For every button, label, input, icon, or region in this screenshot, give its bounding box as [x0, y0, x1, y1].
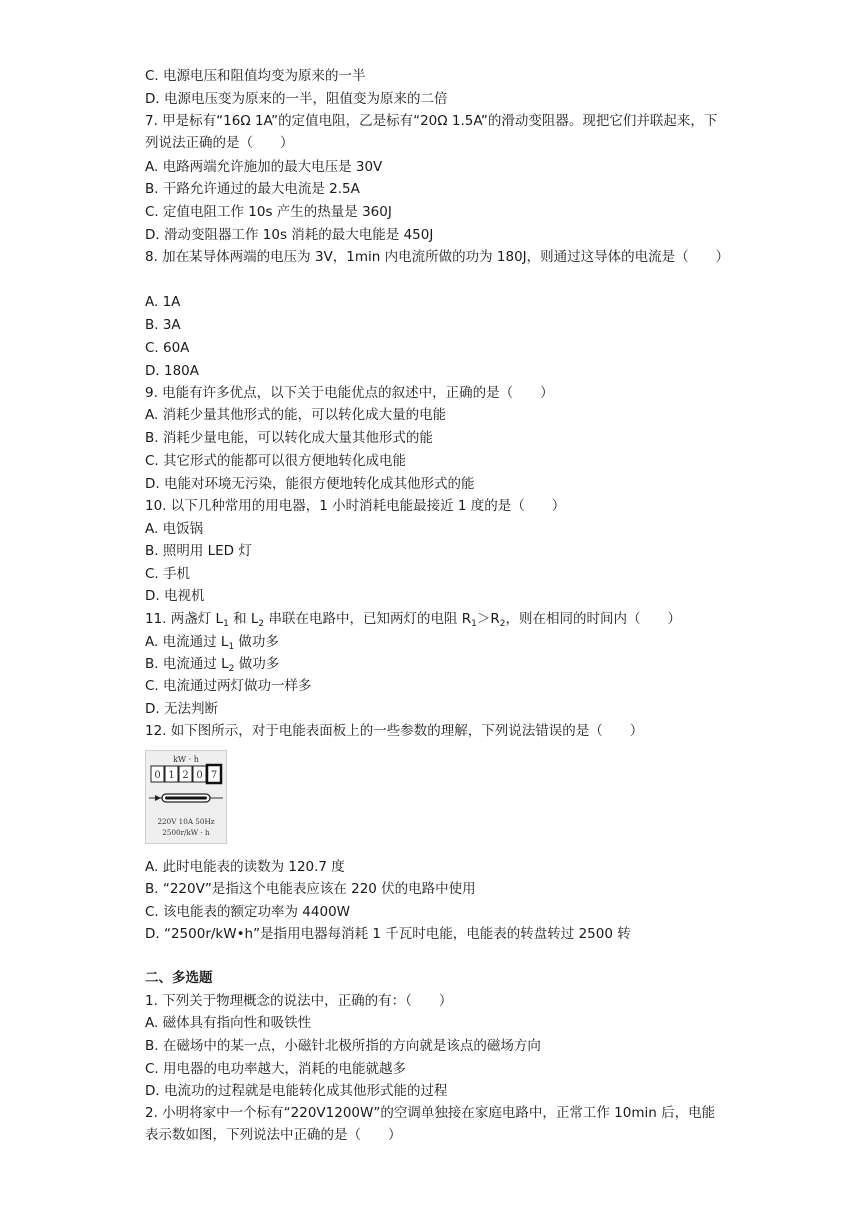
option-d: D. 滑动变阻器工作 10s 消耗的最大电能是 450J	[145, 227, 434, 243]
disc-mark	[165, 797, 207, 800]
option-d: D. 电源电压变为原来的一半，阻值变为原来的二倍	[145, 91, 448, 107]
option-b: B. 干路允许通过的最大电流是 2.5A	[145, 181, 360, 197]
section-heading: 二、多选题	[145, 970, 213, 986]
option-d: D. 电流功的过程就是电能转化成其他形式能的过程	[145, 1083, 448, 1099]
option-d: D. “2500r/kW•h”是指用电器每消耗 1 千瓦时电能，电能表的转盘转过 2500 转	[145, 926, 631, 942]
option-a: A. 1A	[145, 294, 181, 310]
electric-meter-figure	[145, 750, 227, 844]
question-2: 2. 小明将家中一个标有“220V1200W”的空调单独接在家庭电路中，正常工作 10min 后，电能表示数如图，下列说法中正确的是（ ）	[145, 1105, 716, 1143]
option-d: D. 电能对环境无污染，能很方便地转化成其他形式的能	[145, 476, 475, 492]
meter-digit: 2	[182, 770, 189, 781]
meter-unit: kW · h	[173, 755, 199, 764]
option-c: C. 其它形式的能都可以很方便地转化成电能	[145, 453, 407, 469]
option-b: B. 消耗少量电能，可以转化成大量其他形式的能	[145, 430, 433, 446]
meter-specs: 220V 10A 50Hz	[157, 817, 215, 826]
question-10: 10. 以下几种常用的用电器，1 小时消耗电能最接近 1 度的是（ ）	[145, 498, 566, 514]
option-b: B. 3A	[145, 317, 181, 333]
meter-rate: 2500r/kW · h	[162, 828, 210, 837]
option-b: B. 照明用 LED 灯	[145, 543, 252, 559]
option-c: C. 定值电阻工作 10s 产生的热量是 360J	[145, 204, 392, 220]
question-11: 11. 两盏灯 $L_1$ 和 $L_2$ 串联在电路中，已知两灯的电阻 $R_1>R_2$，则在相同的时间内（ ）	[145, 611, 681, 629]
option-c: C. 手机	[145, 566, 191, 582]
option-d: D. 电视机	[145, 588, 205, 604]
option-b: B. “220V”是指这个电能表应该在 220 伏的电路中使用	[145, 881, 476, 897]
meter-digit: 0	[154, 770, 161, 781]
meter-digit: 0	[196, 770, 203, 781]
question-7: 7. 甲是标有“16Ω 1A”的定值电阻，乙是标有“20Ω 1.5A”的滑动变阻器。现把它们并联起来，下列说法正确的是（ ）	[145, 113, 718, 151]
option-a: A. 电饭锅	[145, 521, 204, 537]
option-d: D. 无法判断	[145, 701, 218, 717]
option-a: A. 电流通过 $L_1$ 做功多	[145, 634, 279, 652]
meter-digit: 7	[210, 770, 218, 781]
option-a: A. 消耗少量其他形式的能，可以转化成大量的电能	[145, 407, 447, 423]
question-1: 1. 下列关于物理概念的说法中，正确的有：（ ）	[145, 993, 453, 1009]
question-9: 9. 电能有许多优点，以下关于电能优点的叙述中，正确的是（ ）	[145, 385, 554, 401]
meter-digit: 1	[168, 770, 175, 781]
question-12: 12. 如下图所示，对于电能表面板上的一些参数的理解，下列说法错误的是（ ）	[145, 723, 644, 739]
option-c: C. 用电器的电功率越大，消耗的电能就越多	[145, 1061, 407, 1077]
option-b: B. 在磁场中的某一点，小磁针北极所指的方向就是该点的磁场方向	[145, 1038, 541, 1054]
option-c: C. 电源电压和阻值均变为原来的一半	[145, 68, 366, 84]
option-a: A. 此时电能表的读数为 120.7 度	[145, 859, 345, 875]
option-c: C. 电流通过两灯做功一样多	[145, 678, 312, 694]
option-b: B. 电流通过 $L_2$ 做功多	[145, 656, 280, 674]
question-8: 8. 加在某导体两端的电压为 3V，1min 内电流所做的功为 180J，则通过这导体的电流是（ ）	[145, 249, 730, 265]
option-c: C. 60A	[145, 340, 190, 356]
option-a: A. 磁体具有指向性和吸铁性	[145, 1015, 312, 1031]
option-a: A. 电路两端允许施加的最大电压是 30V	[145, 159, 383, 175]
arrow-icon	[155, 795, 161, 801]
option-c: C. 该电能表的额定功率为 4400W	[145, 904, 351, 920]
option-d: D. 180A	[145, 363, 199, 379]
